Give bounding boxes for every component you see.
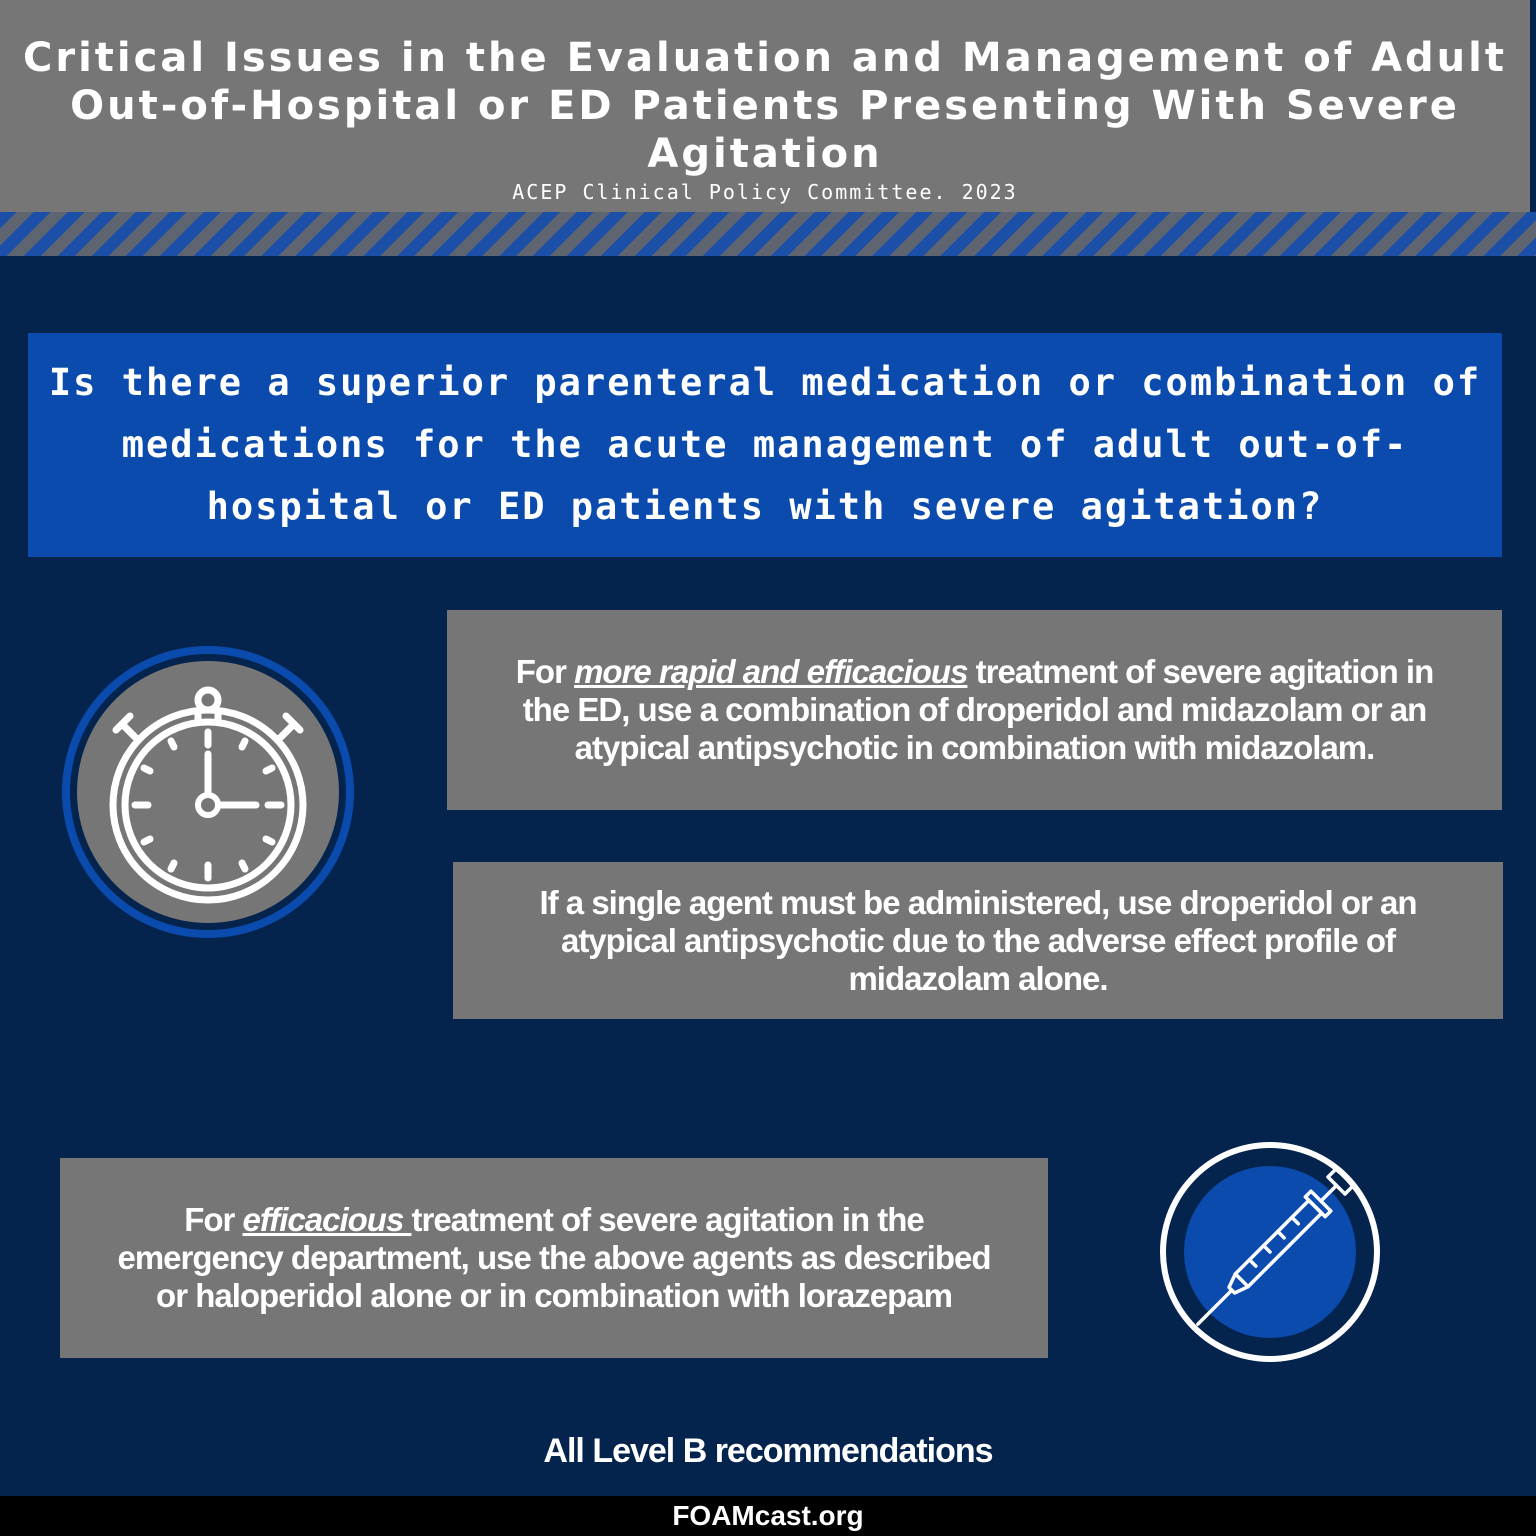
- recommendation-text-2: [539, 884, 1416, 998]
- page-title: [0, 0, 1530, 178]
- title-line-3: Agitation: [647, 131, 883, 177]
- footer-link[interactable]: FOAMcast.org: [672, 1500, 864, 1531]
- recommendation-2-line-2: atypical antipsychotic due to the adverse effect profile of: [560, 921, 1396, 959]
- recommendation-card-efficacious: [60, 1158, 1048, 1358]
- recommendation-1-line-1: treatment of severe agitation in: [967, 653, 1434, 690]
- recommendation-3-line-3: or haloperidol alone or in combination with lorazepam: [156, 1277, 952, 1314]
- striped-divider: [0, 212, 1536, 256]
- recommendation-1-line-2: the ED, use a combination of droperidol and midazolam or an: [522, 691, 1427, 728]
- recommendation-text-1: [516, 653, 1433, 767]
- recommendation-3-prefix: For: [184, 1201, 243, 1238]
- syringe-icon: [1158, 1140, 1382, 1364]
- recommendation-card-single-agent: [453, 862, 1503, 1019]
- question-box: [28, 333, 1502, 557]
- recommendation-1-emphasis: more rapid and efficacious: [574, 653, 968, 690]
- recommendation-2-line-3: midazolam alone.: [848, 959, 1108, 997]
- recommendation-3-line-2: emergency department, use the above agents as described: [117, 1239, 991, 1276]
- footer-bar: [0, 1496, 1536, 1536]
- recommendation-text-3: [117, 1201, 990, 1315]
- question-line-2: medications for the acute management of adult out-of-: [121, 423, 1409, 466]
- title-line-2: Out-of-Hospital or ED Patients Presenting With Severe: [70, 83, 1460, 129]
- question-line-3: hospital or ED patients with severe agitation?: [206, 485, 1324, 528]
- recommendation-card-combination: [447, 610, 1502, 810]
- page-subtitle: ACEP Clinical Policy Committee. 2023: [512, 180, 1018, 204]
- level-note: All Level B recommendations: [543, 1432, 993, 1470]
- question-text: [49, 352, 1481, 538]
- recommendation-3-line-1: treatment of severe agitation in the: [411, 1201, 924, 1238]
- recommendation-1-line-3: atypical antipsychotic in combination with midazolam.: [574, 729, 1375, 766]
- stopwatch-icon: [60, 644, 356, 940]
- question-line-1: Is there a superior parenteral medication or combination of: [48, 361, 1482, 404]
- recommendation-1-prefix: For: [515, 653, 575, 690]
- recommendation-3-emphasis: efficacious: [242, 1201, 412, 1238]
- title-line-1: Critical Issues in the Evaluation and Management of Adult: [23, 35, 1507, 81]
- header-banner: [0, 0, 1530, 212]
- recommendation-2-line-1: If a single agent must be administered, use droperidol or an: [539, 883, 1417, 921]
